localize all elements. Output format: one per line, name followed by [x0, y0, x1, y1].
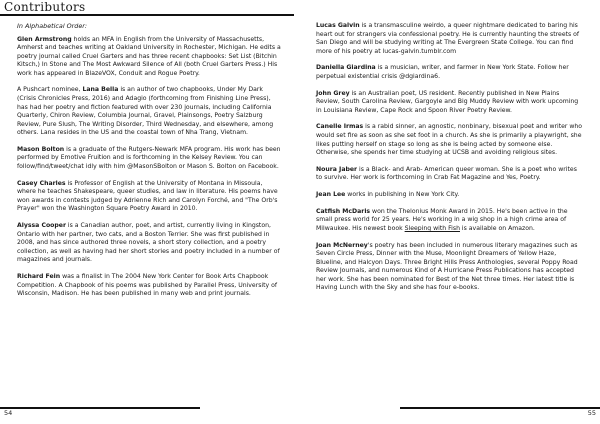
bio-entry [316, 191, 584, 200]
page-number-right: 55 [587, 409, 596, 417]
bio-text: 's poetry has been included in numerous literary magazines such as Seven Circle Press, Dinner with the Muse, Moonlight Dreamers of Yellow Haze, Blueline, and Halcyon Days. Three Bright Hills Press Anthologies, several Poppy Road Review Journals, and numerous Kind of A Hurricane Press Publications has accepted her work. She has been nominated for Best of the Net three times. Her latest title is Having Lunch with the Sky and she has four e-books. [316, 241, 578, 292]
bio-entry [17, 146, 283, 172]
bio-entry [17, 180, 283, 214]
bio-text: is an Australian poet, US resident. Recently published in New Plains Review, South Carolina Review, Gargoyle and Big Muddy Review with work upcoming in Louisiana Review, Cape Rock and Spoon River Poetry Review. [316, 89, 579, 114]
bio-text: was a finalist in The 2004 New York Center for Book Arts Chapbook Competition. A Chapbook of his poems was published by Parallel Press, University of Wisconsin, Madison. He has been published in many web and print journals. [17, 273, 278, 298]
contributor-name: Joan McNerney [316, 241, 368, 249]
contributor-name: Catfish McDaris [316, 207, 371, 215]
footer-rule-right [400, 407, 600, 409]
bio-text: is a graduate of the Rutgers-Newark MFA program. His work has been performed by Emotive Fruition and is forthcoming in the Kelsey Review. You can follow/find/tweet/chat idly with him @MasonSBolton or Mason S. Bolton on Facebook. [17, 145, 281, 171]
right-column [316, 22, 584, 301]
contributor-name: Lana Bella [82, 86, 119, 94]
bio-entry [17, 86, 283, 137]
bio-text: is a Black- and Arab- American queer woman. She is a poet who writes to survive. Her work is forthcoming in Crab Fat Magazine and Yes, Poetry. [316, 165, 577, 182]
subheading: In Alphabetical Order: [17, 22, 88, 30]
book-title-link[interactable]: Sleeping with Fish [404, 224, 460, 232]
contributor-name: Canelle Irmas [316, 123, 364, 131]
bio-text: works in publishing in New York City. [345, 191, 460, 199]
bio-text: is a transmasculine weirdo, a queer nightmare dedicated to baring his heart out for strangers via confessional poetry. He is currently haunting the streets of San Diego and will be studying writing at The Evergreen State College. You can find more of his poetry at lucas-galvin.tumblr.com [316, 22, 580, 55]
bio-text: holds an MFA in English from the University of Massachusetts, Amherst and teaches writing at Oakland University in Rochester, Michigan. He edits a poetry journal called Cruel Garters and has three recent chapbooks: Set List (Bitchin Kitsch,) In Stone and The Most Awkward Silence of All (both Cruel Garters Press.) His work has appeared in BlazeVOX, Conduit and Rogue Poetry. [17, 35, 281, 77]
bio-entry [17, 222, 283, 265]
contributor-name: Daniella Giardina [316, 64, 376, 72]
bio-text: is a rabid sinner, an agnostic, nonbinary, bisexual poet and writer who would set fire as soon as she set foot in a church. As she is primarily a playwright, she likes putting herself on stage so long as she is being acted by someone else. Otherwise, she spends her time studying at UCSB and avoiding religious sites. [316, 123, 583, 157]
bio-text: is Professor of English at the University of Montana in Missoula, where he teaches Shakespeare, queer studies, and law in literature. His poems have won awards in contests judged by Adrienne Rich and Carolyn Forché, and "The Orb's Prayer" won the Washington Square Poetry Award in 2010. [17, 179, 278, 213]
bio-entry [316, 64, 584, 81]
page-title: Contributors [4, 0, 86, 14]
bio-entry [316, 242, 584, 293]
bio-entry [316, 90, 584, 116]
bio-entry [17, 36, 283, 79]
contributor-name: Casey Charles [17, 179, 66, 187]
bio-text: is an author of two chapbooks, Under My Dark (Crisis Chronicles Press, 2016) and Adagio (forthcoming from Finishing Line Press), has had her poetry and fiction featured with over 230 journals, including California Quarterly, Chiron Review, Columbia Journal, Gravel, Plainsongs, Poetry Salzburg Review, Pure Slush, The Writing Disorder, Third Wednesday, and elsewhere, among others. Lana resides in the US and the coastal town of Nha Trang, Vietnam. [17, 86, 274, 137]
contributor-name: Glen Armstrong [17, 35, 72, 43]
contributor-name: Alyssa Cooper [17, 222, 66, 230]
bio-entry [17, 273, 283, 299]
title-rule [0, 14, 294, 16]
bio-text-tail: is available on Amazon. [459, 224, 535, 232]
contributor-name: Noura Jaber [316, 165, 358, 173]
contributor-name: Lucas Galvin [316, 22, 360, 29]
contributor-name: Mason Bolton [17, 145, 65, 153]
contributor-name: Jean Lee [316, 191, 346, 199]
footer-rule-left [0, 407, 200, 409]
bio-text: is a musician, writer, and farmer in New York State. Follow her perpetual existential crisis @dgiardina6. [316, 64, 569, 80]
bio-text: is a Canadian author, poet, and artist, currently living in Kingston, Ontario with her partner, two cats, and a Boston Terrier. She was first published in 2008, and has since authored three novels, a short story collection, and a poetry collection, as well as having had her short stories and poetry included in a number of magazines and journals. [17, 222, 280, 264]
page-number-left: 54 [4, 409, 13, 417]
left-column [17, 22, 283, 307]
bio-entry [316, 208, 584, 234]
bio-prefix: A Pushcart nominee, [17, 86, 83, 94]
bio-entry [316, 166, 584, 183]
bio-entry [316, 22, 584, 56]
contributor-name: John Grey [316, 89, 350, 97]
bio-entry [316, 123, 584, 157]
contributor-name: Richard Fein [17, 273, 61, 281]
bio-text: won the Thelonius Monk Award in 2015. He's been active in the small press world for 25 years. He's working in a wig shop in a high crime area of Milwaukee. His newest book [316, 207, 568, 232]
